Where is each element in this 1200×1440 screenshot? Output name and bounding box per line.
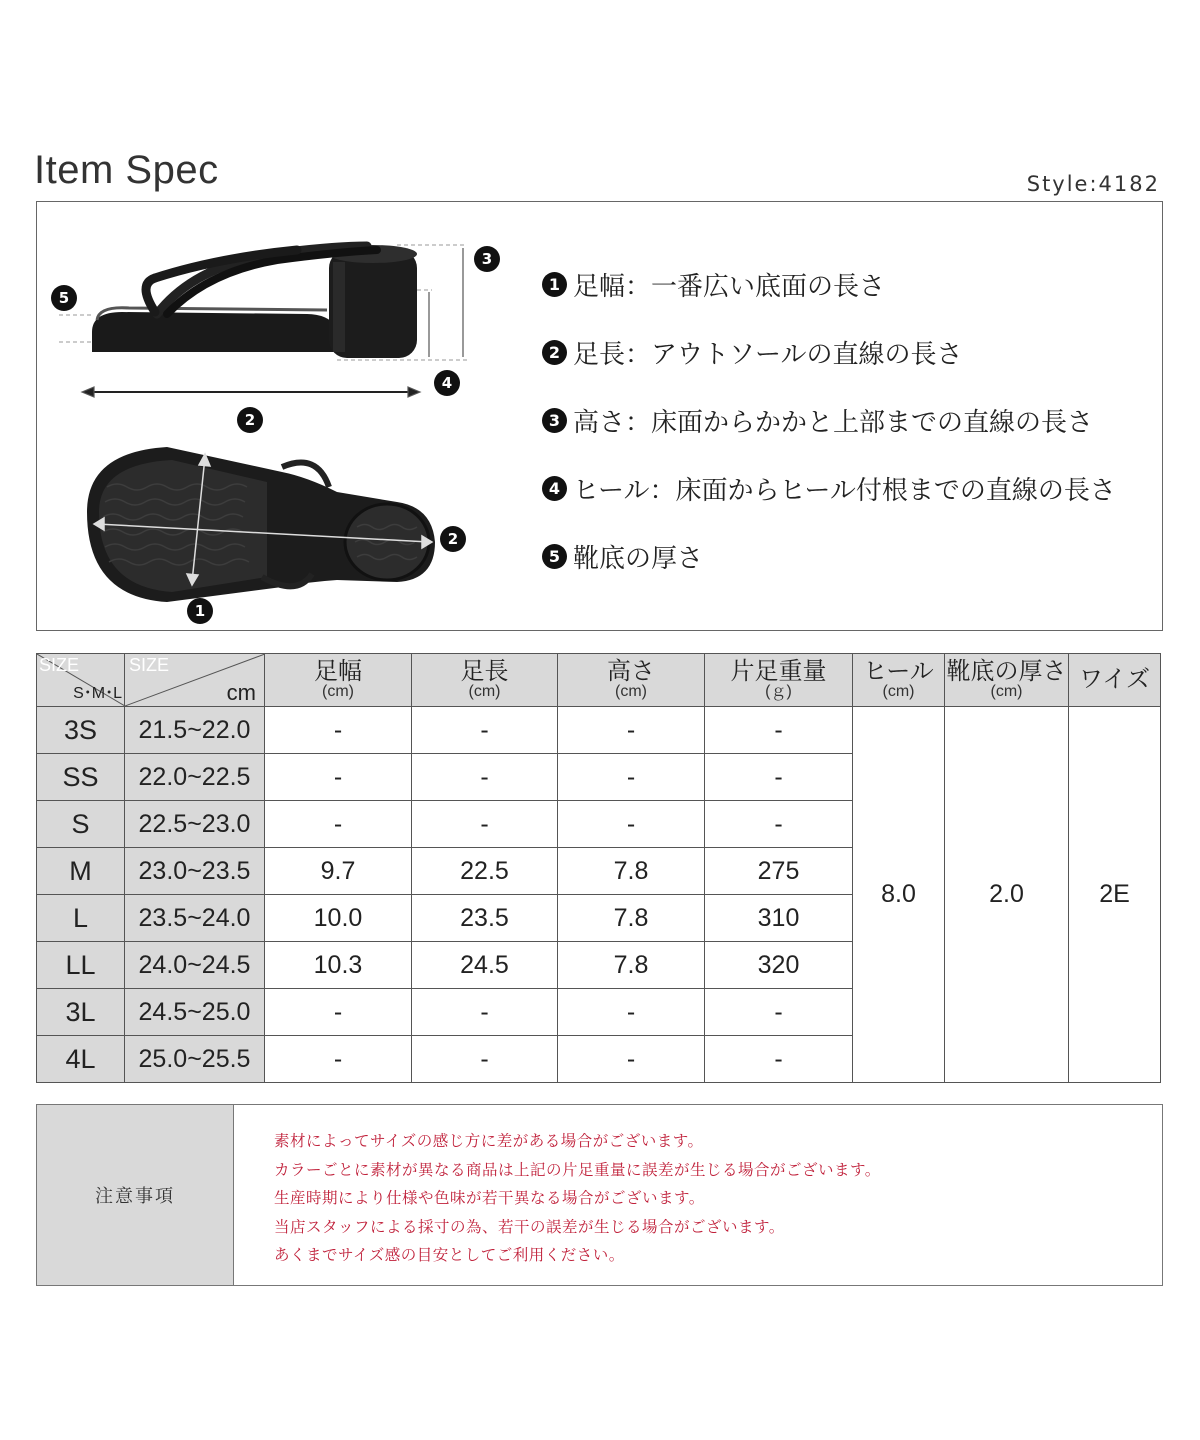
cell-wise: 2E bbox=[1069, 707, 1161, 1083]
legend-number-icon: 5 bbox=[542, 544, 567, 569]
corner-top-label: SIZE bbox=[39, 655, 80, 675]
cell-height: 7.8 bbox=[558, 895, 705, 942]
notes-box bbox=[36, 1104, 1163, 1286]
cell-width: 10.3 bbox=[265, 942, 412, 989]
cell-length: - bbox=[412, 989, 558, 1036]
legend-item bbox=[542, 318, 1116, 386]
marker-1-text: 1 bbox=[194, 602, 206, 620]
header-foot-width: 足幅 (cm) bbox=[265, 654, 412, 707]
cell-length: - bbox=[412, 754, 558, 801]
cell-height: 7.8 bbox=[558, 848, 705, 895]
cell-length: - bbox=[412, 1036, 558, 1083]
cell-width: 10.0 bbox=[265, 895, 412, 942]
marker-2-side-text: 2 bbox=[244, 411, 256, 429]
note-line: 当店スタッフによる採寸の為、若干の誤差が生じる場合がございます。 bbox=[274, 1217, 785, 1236]
note-line: あくまでサイズ感の目安としてご利用ください。 bbox=[274, 1246, 625, 1264]
cell-width: - bbox=[265, 801, 412, 848]
legend-item bbox=[542, 454, 1116, 522]
cell-height: - bbox=[558, 754, 705, 801]
marker-2-sole-text: 2 bbox=[447, 530, 459, 548]
size-label: L bbox=[37, 895, 125, 942]
sandal-side-view bbox=[92, 245, 417, 358]
corner-bottom-label: S･M･L bbox=[73, 685, 122, 703]
size-cm: 22.5~23.0 bbox=[125, 801, 265, 848]
header-sole-thickness: 靴底の厚さ (cm) bbox=[945, 654, 1069, 707]
notes-list bbox=[234, 1105, 881, 1285]
corner-size-sml bbox=[37, 654, 125, 707]
cell-sole-thickness: 2.0 bbox=[945, 707, 1069, 1083]
cell-height: - bbox=[558, 707, 705, 754]
legend-item bbox=[542, 250, 1116, 318]
size-label: LL bbox=[37, 942, 125, 989]
size-cm: 23.0~23.5 bbox=[125, 848, 265, 895]
sandal-sole-view bbox=[87, 447, 435, 602]
legend-text: 足長：アウトソールの直線の長さ bbox=[573, 339, 963, 370]
note-line: カラーごとに素材が異なる商品は上記の片足重量に誤差が生じる場合がございます。 bbox=[274, 1160, 881, 1179]
style-code: Style:4182 bbox=[1026, 172, 1160, 196]
cell-height: - bbox=[558, 801, 705, 848]
cell-weight: - bbox=[705, 989, 853, 1036]
cell-weight: - bbox=[705, 754, 853, 801]
corner-top-label: SIZE bbox=[129, 655, 170, 675]
size-cm: 24.5~25.0 bbox=[125, 989, 265, 1036]
size-cm: 25.0~25.5 bbox=[125, 1036, 265, 1083]
cell-weight: - bbox=[705, 801, 853, 848]
cell-heel: 8.0 bbox=[853, 707, 945, 1083]
cell-weight: - bbox=[705, 1036, 853, 1083]
size-cm: 24.0~24.5 bbox=[125, 942, 265, 989]
legend-item bbox=[542, 522, 1116, 590]
cell-width: - bbox=[265, 707, 412, 754]
notes-heading: 注意事項 bbox=[37, 1105, 234, 1285]
note-line: 生産時期により仕様や色味が若干異なる場合がございます。 bbox=[274, 1189, 705, 1207]
size-cm: 23.5~24.0 bbox=[125, 895, 265, 942]
cell-length: - bbox=[412, 707, 558, 754]
cell-length: 22.5 bbox=[412, 848, 558, 895]
legend-text: ヒール：床面からヒール付根までの直線の長さ bbox=[573, 475, 1116, 506]
legend-number-icon: 3 bbox=[542, 408, 567, 433]
size-label: M bbox=[37, 848, 125, 895]
legend-number-icon: 4 bbox=[542, 476, 567, 501]
table-header-row bbox=[37, 654, 1161, 707]
cell-length: 23.5 bbox=[412, 895, 558, 942]
spec-diagram-box bbox=[36, 201, 1163, 631]
cell-height: - bbox=[558, 989, 705, 1036]
marker-5-text: 5 bbox=[58, 289, 70, 307]
header-wise: ワイズ bbox=[1069, 654, 1161, 707]
header-weight: 片足重量 (ｇ) bbox=[705, 654, 853, 707]
cell-width: - bbox=[265, 1036, 412, 1083]
table-row bbox=[37, 707, 1161, 754]
corner-size-cm bbox=[125, 654, 265, 707]
measurement-legend bbox=[542, 250, 1116, 590]
corner-bottom-label: cm bbox=[226, 679, 256, 705]
header-height: 高さ (cm) bbox=[558, 654, 705, 707]
legend-text: 高さ：床面からかかと上部までの直線の長さ bbox=[573, 407, 1094, 438]
page-title: Item Spec bbox=[34, 148, 219, 192]
size-cm: 21.5~22.0 bbox=[125, 707, 265, 754]
cell-weight: - bbox=[705, 707, 853, 754]
size-label: SS bbox=[37, 754, 125, 801]
legend-number-icon: 1 bbox=[542, 272, 567, 297]
legend-number-icon: 2 bbox=[542, 340, 567, 365]
cell-weight: 320 bbox=[705, 942, 853, 989]
legend-text: 足幅：一番広い底面の長さ bbox=[573, 271, 886, 302]
size-table bbox=[36, 653, 1161, 1083]
cell-weight: 310 bbox=[705, 895, 853, 942]
header-foot-length: 足長 (cm) bbox=[412, 654, 558, 707]
cell-width: - bbox=[265, 754, 412, 801]
size-label: 3L bbox=[37, 989, 125, 1036]
legend-item bbox=[542, 386, 1116, 454]
note-line: 素材によってサイズの感じ方に差がある場合がございます。 bbox=[274, 1132, 704, 1150]
cell-height: 7.8 bbox=[558, 942, 705, 989]
cell-weight: 275 bbox=[705, 848, 853, 895]
cell-width: - bbox=[265, 989, 412, 1036]
legend-text: 靴底の厚さ bbox=[573, 543, 704, 574]
size-label: 4L bbox=[37, 1036, 125, 1083]
size-label: S bbox=[37, 801, 125, 848]
cell-length: - bbox=[412, 801, 558, 848]
cell-width: 9.7 bbox=[265, 848, 412, 895]
marker-3-text: 3 bbox=[481, 250, 493, 268]
marker-4-text: 4 bbox=[441, 374, 453, 392]
header-heel: ヒール (cm) bbox=[853, 654, 945, 707]
cell-height: - bbox=[558, 1036, 705, 1083]
size-cm: 22.0~22.5 bbox=[125, 754, 265, 801]
size-label: 3S bbox=[37, 707, 125, 754]
cell-length: 24.5 bbox=[412, 942, 558, 989]
